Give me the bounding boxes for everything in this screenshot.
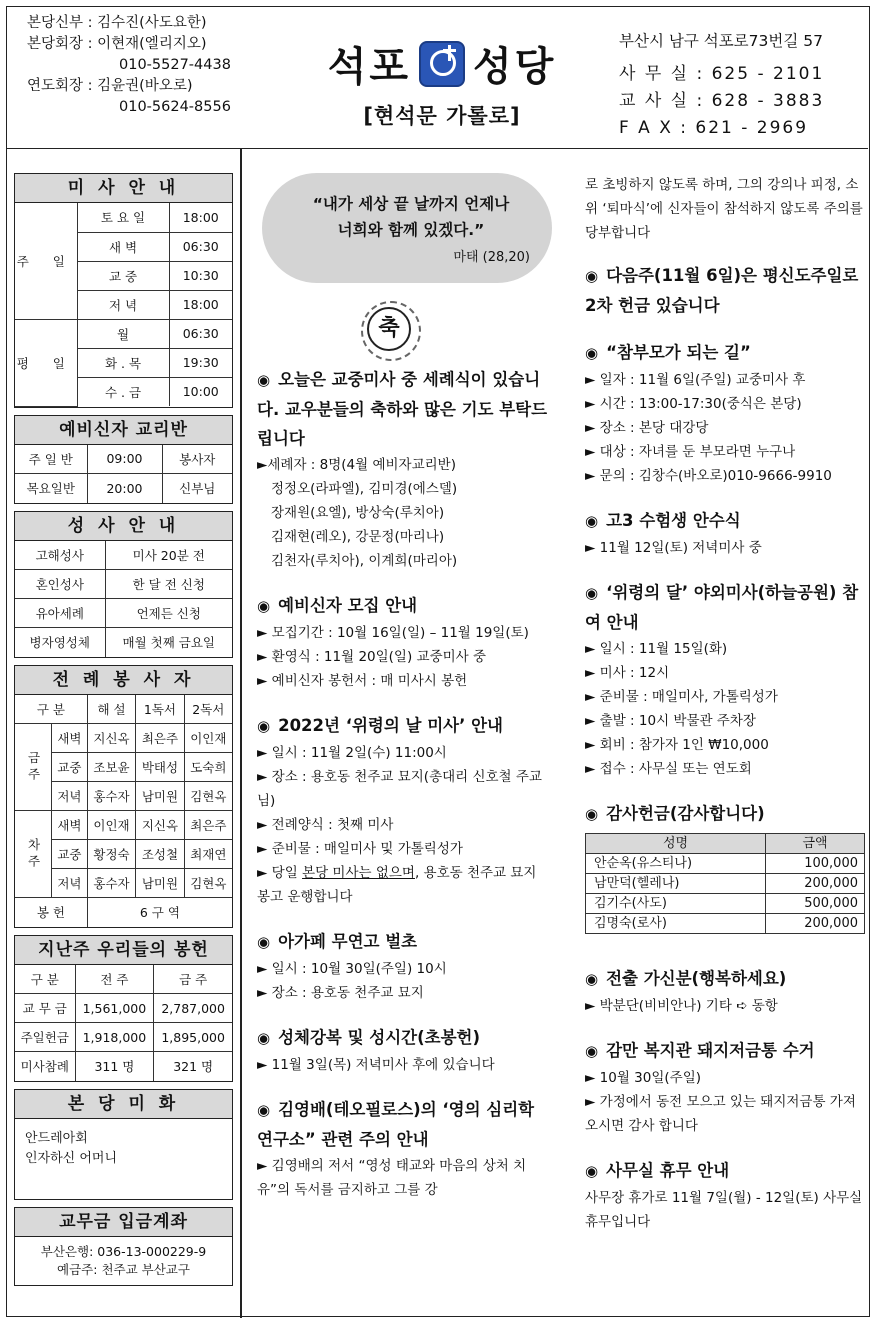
class-teacher: 신부님: [162, 474, 232, 503]
sacrament-name: 혼인성사: [15, 570, 105, 599]
collection-name: 미사참례: [15, 1052, 75, 1081]
donor-name: 남만덕(헬레나): [586, 874, 766, 894]
celebration-icon: 축: [367, 307, 411, 351]
bullet-icon: ◉: [585, 805, 599, 823]
server-name: 박태성: [136, 753, 184, 782]
agape-item: ► 일시 : 10월 30일(주일) 10시: [257, 961, 447, 977]
class-time: 09:00: [87, 445, 162, 474]
office-closed-heading: ◉ 사무실 휴무 안내: [585, 1161, 730, 1180]
adoration-heading: ◉ 성체강복 및 성시간(초봉헌): [257, 1028, 480, 1047]
catechumen-title: 예비신자 교리반: [15, 416, 232, 445]
quote-line: 너희와 함께 있겠다.”: [337, 221, 485, 239]
agape-heading: ◉ 아가페 무연고 벌초: [257, 932, 418, 951]
sacrament-desc: 한 달 전 신청: [105, 570, 232, 599]
exam-heading: ◉ 고3 수험생 안수식: [585, 511, 741, 530]
sacrament-name: 고해성사: [15, 541, 105, 570]
class-time: 20:00: [87, 474, 162, 503]
server-name: 이인재: [87, 811, 135, 840]
server-name: 김현옥: [184, 782, 232, 811]
server-name: 지신옥: [87, 724, 135, 753]
agape-item: ► 장소 : 용호동 천주교 묘지: [257, 985, 424, 1001]
recruit-heading: ◉ 예비신자 모집 안내: [257, 596, 418, 615]
parent-item: ► 문의 : 김창수(바오로)010-9666-9910: [585, 468, 832, 484]
bank-account: 부산은행: 036-13-000229-9: [40, 1243, 207, 1259]
server-name: 최재연: [184, 840, 232, 869]
recruit-item: ► 모집기간 : 10월 16일(일) – 11월 19일(토): [257, 625, 529, 641]
bullet-icon: ◉: [257, 597, 271, 615]
class-teacher: 봉사자: [162, 445, 232, 474]
office-phone: 사 무 실 : 625 - 2101: [619, 64, 825, 84]
parent-item: ► 일자 : 11월 6일(주일) 교중미사 후: [585, 372, 806, 388]
regional-phone: 010-5624-8556: [119, 99, 231, 115]
bulletin-page: [6, 6, 870, 1317]
servers-title: 전 례 봉 사 자: [15, 666, 232, 695]
adoration-item: ► 11월 3일(목) 저녁미사 후에 있습니다: [257, 1057, 495, 1073]
church-title: [307, 35, 577, 92]
server-name: 조성철: [136, 840, 184, 869]
memorial-item: ► 당일 본당 미사는 없으며, 용호동 천주교 묘지 봉고 운행합니다: [257, 865, 537, 905]
mass-time: 18:00: [169, 203, 232, 232]
servers-head: 1독서: [136, 695, 184, 724]
fax-number: F A X : 621 - 2969: [619, 118, 809, 138]
parent-item: ► 시간 : 13:00-17:30(중식은 본당): [585, 396, 802, 412]
special-collection-heading: ◉ 다음주(11월 6일)은 평신도주일로 2차 헌금 있습니다: [585, 266, 859, 315]
mass-day: 토 요 일: [77, 203, 169, 232]
baptism-names: 김재현(레오), 강문정(마리나): [271, 529, 445, 545]
mass-day: 월: [77, 319, 169, 348]
thanks-table: [585, 833, 865, 934]
bullet-icon: ◉: [585, 267, 599, 285]
church-logo-icon: [419, 41, 465, 87]
memorial-heading: ◉ 2022년 ‘위령의 날 미사’ 안내: [257, 716, 503, 735]
middle-column: [257, 173, 547, 1202]
server-mass: 새벽: [52, 724, 88, 753]
servers-box: [14, 665, 233, 928]
mass-schedule-table: [15, 203, 232, 407]
server-name: 도숙희: [184, 753, 232, 782]
server-mass: 교중: [52, 753, 88, 782]
bullet-icon: ◉: [257, 717, 271, 735]
baptism-heading: ◉ 오늘은 교중미사 중 세례식이 있습니다. 교우분들의 축하와 많은 기도 부탁드립니다: [257, 370, 548, 448]
memorial-item: ► 전례양식 : 첫째 미사: [257, 817, 394, 833]
servers-table: [15, 695, 232, 927]
bullet-icon: ◉: [585, 1042, 599, 1060]
deceased-line: 안드레아회: [25, 1130, 88, 1146]
server-name: 최은주: [184, 811, 232, 840]
scripture-quote: [262, 173, 552, 283]
title-left: 석포: [327, 44, 411, 90]
sacrament-desc: 매월 첫째 금요일: [105, 628, 232, 657]
account-box: [14, 1207, 233, 1286]
offering-label: 봉 헌: [15, 898, 87, 927]
donor-name: 안순옥(유스티나): [586, 854, 766, 874]
outdoor-item: ► 준비물 : 매일미사, 가톨릭성가: [585, 689, 778, 705]
bullet-icon: ◉: [585, 512, 599, 530]
server-name: 조보윤: [87, 753, 135, 782]
mass-time: 06:30: [169, 319, 232, 348]
mass-time: 19:30: [169, 348, 232, 377]
council-phone: 010-5527-4438: [119, 57, 231, 73]
bullet-icon: ◉: [585, 1162, 599, 1180]
mass-day: 교 중: [77, 261, 169, 290]
bullet-icon: ◉: [585, 584, 599, 602]
server-name: 이인재: [184, 724, 232, 753]
account-holder: 예금주: 천주교 부산교구: [57, 1261, 190, 1277]
bullet-icon: ◉: [257, 1101, 271, 1119]
baptism-names: 장재원(요엘), 방상숙(루치아): [271, 505, 445, 521]
outdoor-item: ► 접수 : 사무실 또는 연도회: [585, 761, 752, 777]
collection-prev: 1,561,000: [75, 994, 154, 1023]
piggy-item: ► 가정에서 동전 모으고 있는 돼지저금통 가져오시면 감사 합니다: [585, 1094, 856, 1134]
collection-cur: 321 명: [154, 1052, 232, 1081]
account-title: 교무금 입금계좌: [15, 1208, 232, 1237]
baptism-names: 정정오(라파엘), 김미경(에스델): [271, 481, 458, 497]
server-mass: 저녁: [52, 869, 88, 898]
this-week-label: 금주: [15, 724, 52, 811]
sacrament-desc: 미사 20분 전: [105, 541, 232, 570]
collection-name: 주일헌금: [15, 1023, 75, 1052]
sunday-label: 주 일: [15, 203, 77, 319]
server-name: 남미원: [136, 782, 184, 811]
offering-value: 6 구 역: [87, 898, 232, 927]
header-contacts: [27, 13, 231, 118]
collections-head: 금 주: [154, 965, 232, 994]
address: 부산시 남구 석포로73번길 57: [619, 32, 823, 50]
donor-name: 김기수(사도): [586, 894, 766, 914]
catechumen-box: [14, 415, 233, 504]
mass-schedule-box: [14, 173, 233, 408]
servers-head: 2독서: [184, 695, 232, 724]
deceased-list: [15, 1119, 232, 1199]
sacraments-box: [14, 511, 233, 658]
header: [7, 7, 868, 149]
servers-head: 해 설: [87, 695, 135, 724]
memorial-item: ► 일시 : 11월 2일(수) 11:00시: [257, 745, 447, 761]
sidebar: [14, 173, 233, 1293]
column-divider: [240, 149, 242, 1318]
server-mass: 교중: [52, 840, 88, 869]
rectory-phone: 교 사 실 : 628 - 3883: [619, 91, 825, 111]
outdoor-item: ► 출발 : 10시 박물관 주차장: [585, 713, 756, 729]
piggy-item: ► 10월 30일(주일): [585, 1070, 702, 1086]
server-name: 홍수자: [87, 869, 135, 898]
weekday-label: 평 일: [15, 319, 77, 406]
collections-box: [14, 935, 233, 1082]
servers-head: 구 분: [15, 695, 87, 724]
quote-line: “내가 세상 끝 날까지 언제나: [312, 195, 510, 213]
sacraments-table: [15, 541, 232, 657]
mass-time: 10:30: [169, 261, 232, 290]
server-name: 김현옥: [184, 869, 232, 898]
baptism-line: ►세례자 : 8명(4월 예비자교리반): [257, 457, 456, 473]
caution-text: ► 김영배의 저서 “영성 태교와 마음의 상처 치유”의 독서를 금지하고 그를 강: [257, 1158, 527, 1198]
bullet-icon: ◉: [257, 1029, 271, 1047]
mass-time: 10:00: [169, 377, 232, 406]
deceased-title: 본 당 미 화: [15, 1090, 232, 1119]
mass-time: 18:00: [169, 290, 232, 319]
header-address: [619, 29, 824, 142]
baptism-names: 김천자(루치아), 이계희(마리아): [271, 553, 458, 569]
recruit-item: ► 예비신자 봉헌서 : 매 미사시 봉헌: [257, 673, 468, 689]
thanks-heading: ◉ 감사헌금(감사합니다): [585, 804, 765, 823]
outdoor-mass-heading: ◉ ‘위령의 달’ 야외미사(하늘공원) 참여 안내: [585, 583, 859, 632]
parent-heading: ◉ “참부모가 되는 길”: [585, 343, 751, 362]
parent-item: ► 대상 : 자녀를 둔 부모라면 누구나: [585, 444, 796, 460]
donor-amount: 100,000: [766, 854, 865, 874]
mass-day: 새 벽: [77, 232, 169, 261]
sacraments-title: 성 사 안 내: [15, 512, 232, 541]
server-mass: 새벽: [52, 811, 88, 840]
collection-cur: 1,895,000: [154, 1023, 232, 1052]
server-name: 남미원: [136, 869, 184, 898]
account-info: [15, 1237, 232, 1285]
mass-day: 수 . 금: [77, 377, 169, 406]
thanks-head: 금액: [766, 834, 865, 854]
collection-prev: 1,918,000: [75, 1023, 154, 1052]
bullet-icon: ◉: [585, 970, 599, 988]
memorial-item: ► 장소 : 용호동 천주교 묘지(총대리 신호철 주교님): [257, 769, 542, 809]
sacrament-name: 유아세례: [15, 599, 105, 628]
bullet-icon: ◉: [585, 344, 599, 362]
collection-cur: 2,787,000: [154, 994, 232, 1023]
class-name: 목요일반: [15, 474, 87, 503]
outdoor-item: ► 회비 : 참가자 1인 ₩10,000: [585, 737, 769, 753]
outdoor-item: ► 미사 : 12시: [585, 665, 670, 681]
collections-head: 구 분: [15, 965, 75, 994]
donor-name: 김명숙(로사): [586, 914, 766, 934]
recruit-item: ► 환영식 : 11월 20일(일) 교중미사 중: [257, 649, 487, 665]
council-line: 본당회장 : 이현재(엘리지오): [27, 36, 207, 52]
collections-table: [15, 965, 232, 1081]
collections-head: 전 주: [75, 965, 154, 994]
right-column: [585, 173, 865, 1234]
parent-item: ► 장소 : 본당 대강당: [585, 420, 709, 436]
pastor-line: 본당신부 : 김수진(사도요한): [27, 15, 207, 31]
server-name: 지신옥: [136, 811, 184, 840]
collection-name: 교 무 금: [15, 994, 75, 1023]
bullet-icon: ◉: [257, 933, 271, 951]
server-name: 황정숙: [87, 840, 135, 869]
deceased-line: 인자하신 어머니: [25, 1150, 118, 1166]
deceased-box: [14, 1089, 233, 1200]
church-subtitle: [현석문 가롤로]: [363, 104, 521, 128]
memorial-item: ► 준비물 : 매일미사 및 가톨릭성가: [257, 841, 463, 857]
title-right: 성당: [473, 44, 557, 90]
piggy-bank-heading: ◉ 감만 복지관 돼지저금통 수거: [585, 1041, 815, 1060]
mass-schedule-title: 미 사 안 내: [15, 174, 232, 203]
donor-amount: 200,000: [766, 914, 865, 934]
office-closed-text: 사무장 휴가로 11월 7일(월) - 12일(토) 사무실 휴무입니다: [585, 1190, 863, 1230]
next-week-label: 차주: [15, 811, 52, 898]
catechumen-table: [15, 445, 232, 503]
moved-heading: ◉ 전출 가신분(행복하세요): [585, 969, 787, 988]
server-name: 홍수자: [87, 782, 135, 811]
caution-continued: 로 초빙하지 않도록 하며, 그의 강의나 피정, 소위 ‘퇴마식’에 신자들이 참석하지 않도록 주의를 당부합니다: [585, 177, 863, 241]
regional-line: 연도회장 : 김윤권(바오로): [27, 78, 193, 94]
server-mass: 저녁: [52, 782, 88, 811]
server-name: 최은주: [136, 724, 184, 753]
caution-heading: ◉ 김영배(테오필로스)의 ‘영의 심리학 연구소” 관련 주의 안내: [257, 1100, 535, 1149]
exam-item: ► 11월 12일(토) 저녁미사 중: [585, 540, 762, 556]
mass-day: 화 . 목: [77, 348, 169, 377]
collection-prev: 311 명: [75, 1052, 154, 1081]
bullet-icon: ◉: [257, 371, 271, 389]
thanks-head: 성명: [586, 834, 766, 854]
mass-day: 저 녁: [77, 290, 169, 319]
donor-amount: 500,000: [766, 894, 865, 914]
sacrament-name: 병자영성체: [15, 628, 105, 657]
collections-title: 지난주 우리들의 봉헌: [15, 936, 232, 965]
church-title-block: [307, 35, 577, 130]
sacrament-desc: 언제든 신청: [105, 599, 232, 628]
quote-reference: 마태 (28,20): [453, 250, 530, 265]
class-name: 주 일 반: [15, 445, 87, 474]
outdoor-item: ► 일시 : 11월 15일(화): [585, 641, 728, 657]
mass-time: 06:30: [169, 232, 232, 261]
donor-amount: 200,000: [766, 874, 865, 894]
moved-item: ► 박분단(비비안나) 기타 ➪ 동항: [585, 998, 778, 1014]
